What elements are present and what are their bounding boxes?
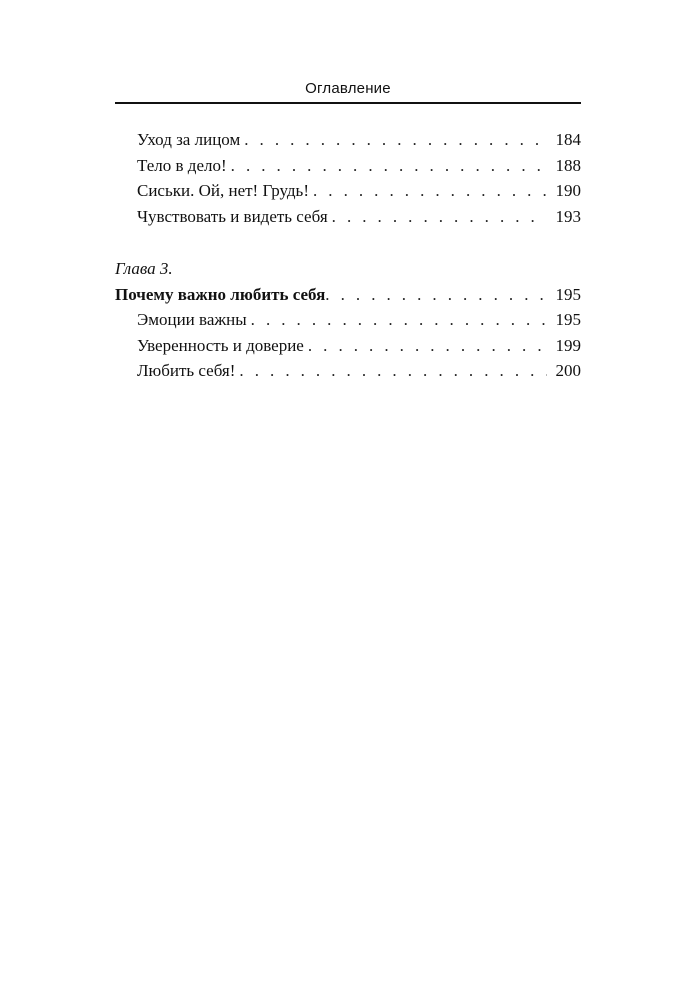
toc-entry-page: 195 [555, 310, 581, 329]
toc-entry-page: 193 [555, 206, 581, 226]
chapter-page: 195 [555, 284, 581, 304]
dot-leader [244, 127, 547, 153]
chapter-label: Глава 3. [115, 259, 173, 278]
toc-chapter-entry [115, 282, 581, 308]
dot-leader [231, 153, 547, 179]
toc-entry-page: 200 [555, 361, 581, 380]
toc-entry [115, 153, 581, 179]
toc-entry-title: Сиськи. Ой, нет! Грудь! [137, 181, 309, 200]
chapter-title: Почему важно любить себя [115, 284, 326, 304]
toc-entry [115, 127, 581, 153]
toc-entry [115, 307, 581, 333]
toc-entry [115, 178, 581, 204]
toc-entry [115, 204, 581, 230]
toc-entry-title: Тело в дело! [137, 155, 227, 175]
dot-leader [313, 178, 547, 204]
toc-entry-title: Эмоции важны [137, 310, 247, 329]
toc-entry-title: Чувствовать и видеть себя [137, 206, 328, 226]
toc-entry-title: Уход за лицом [137, 130, 241, 149]
dot-leader [251, 307, 547, 333]
dot-leader [325, 282, 547, 308]
running-head-title: Оглавление [305, 80, 391, 97]
dot-leader [332, 204, 547, 230]
toc-entry-title: Любить себя! [137, 361, 236, 380]
header-rule [115, 102, 581, 104]
dot-leader [239, 358, 547, 384]
toc-entry-title: Уверенность и доверие [137, 335, 304, 355]
toc-entry-page: 190 [555, 181, 581, 200]
toc-entry [115, 358, 581, 384]
toc-entry-page: 184 [555, 130, 581, 149]
section-gap [115, 229, 581, 256]
toc-entry [115, 333, 581, 359]
toc-entry-page: 188 [555, 155, 581, 175]
table-of-contents [115, 127, 581, 384]
dot-leader [308, 333, 547, 359]
toc-entry-page: 199 [555, 335, 581, 355]
